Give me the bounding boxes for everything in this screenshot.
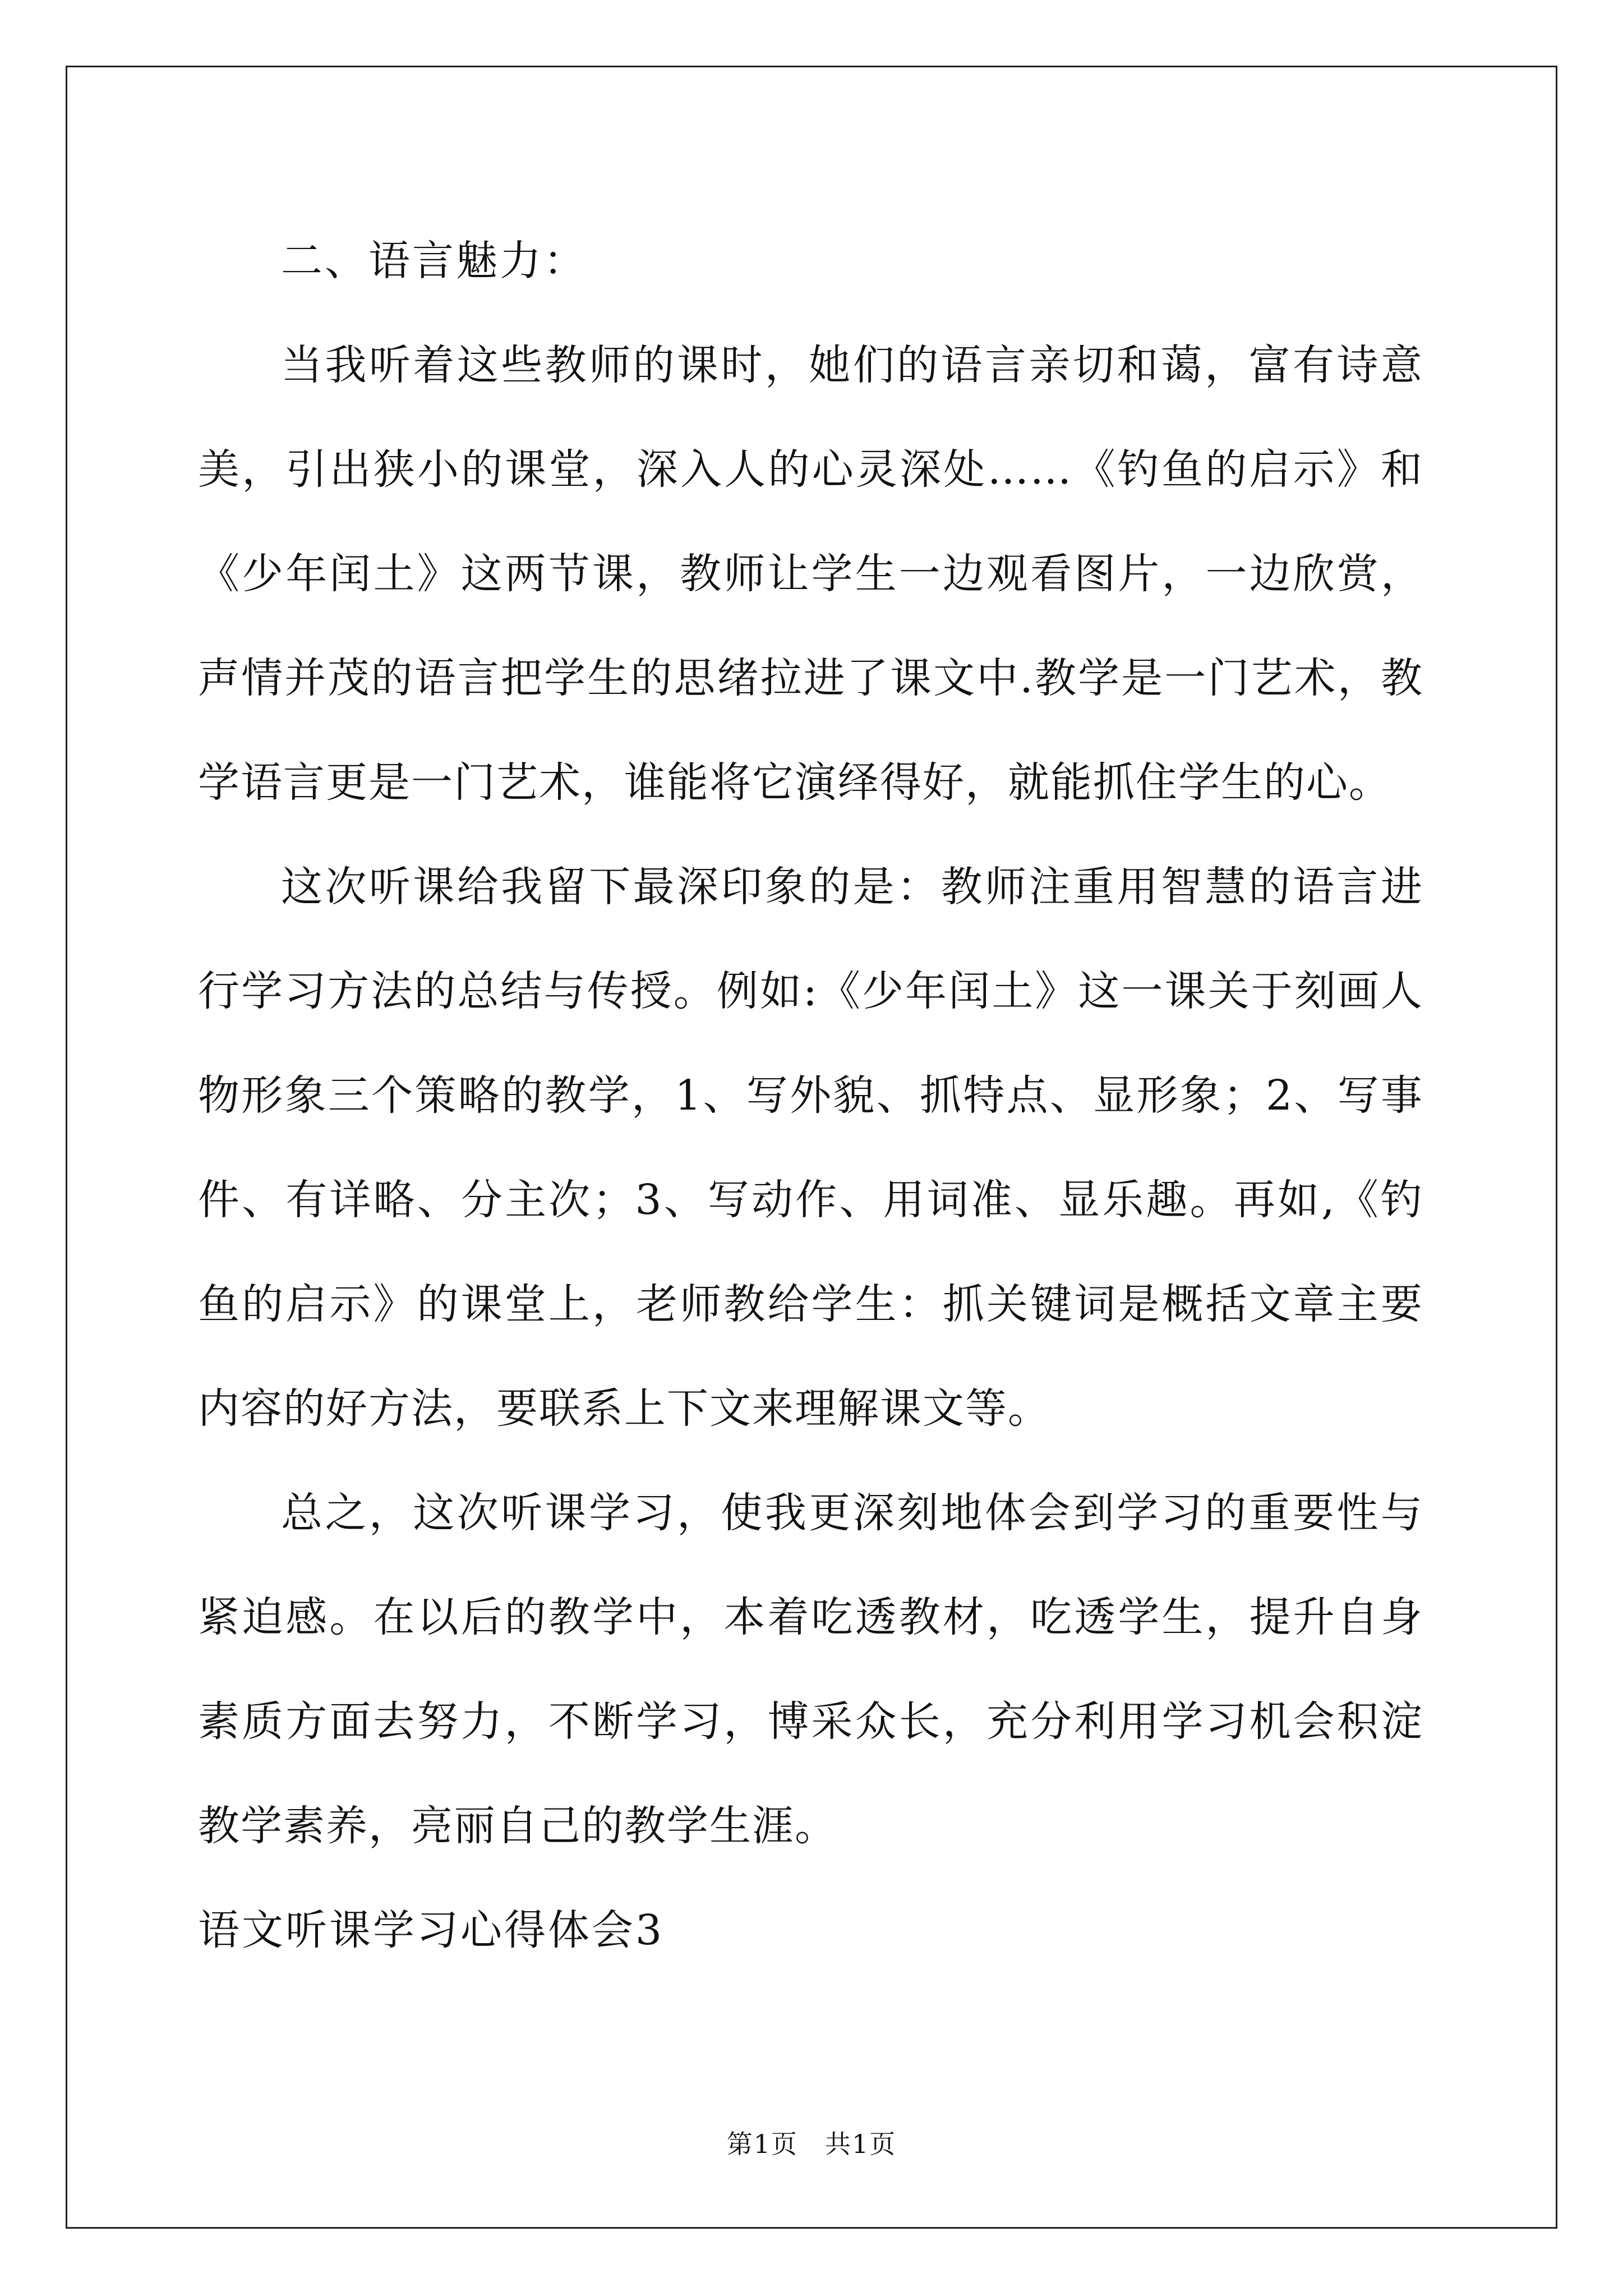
section-heading: 二、语言魅力： xyxy=(281,237,587,285)
document-body xyxy=(198,209,1423,1982)
paragraph-1: 当我听着这些教师的课时，她们的语言亲切和蔼，富有诗意美，引出狭小的课堂，深入人的心灵深处……《钓鱼的启示》和《少年闰土》这两节课，教师让学生一边观看图片，一边欣赏，声情并茂的语言把学生的思绪拉进了课文中.教学是一门艺术，教学语言更是一门艺术，谁能将它演绎得好，就能抓住学生的心。 xyxy=(198,341,1423,807)
paragraph-2: 这次听课给我留下最深印象的是：教师注重用智慧的语言进行学习方法的总结与传授。例如:《少年闰土》这一课关于刻画人物形象三个策略的教学，1、写外貌、抓特点、显形象；2、写事件、有详略、分主次；3、写动作、用词准、显乐趣。再如,《钓鱼的启示》的课堂上，老师教给学生：抓关键词是概括文章主要内容的好方法，要联系上下文来理解课文等。 xyxy=(198,863,1423,1433)
next-section-title: 语文听课学习心得体会3 xyxy=(198,1906,665,1954)
paragraph-3: 总之，这次听课学习，使我更深刻地体会到学习的重要性与紧迫感。在以后的教学中，本着吃透教材，吃透学生，提升自身素质方面去努力，不断学习，博采众长，充分利用学习机会积淀教学素养，亮丽自己的教学生涯。 xyxy=(198,1489,1423,1850)
page-footer xyxy=(0,2127,1623,2161)
page-number: 第1页 共1页 xyxy=(726,2129,897,2159)
